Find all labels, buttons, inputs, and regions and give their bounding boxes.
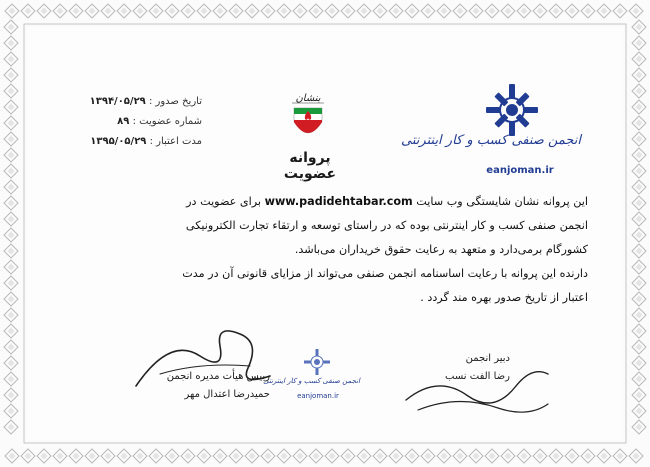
border-ornament [517,4,531,18]
border-ornament [373,449,387,463]
border-ornament [149,449,163,463]
border-ornament [632,276,646,290]
chairman-title: رییس هیأت مدیره انجمن [166,371,270,382]
border-ornament [4,228,18,242]
border-ornament [4,116,18,130]
border-ornament [309,449,323,463]
border-ornament [21,449,35,463]
border-ornament [69,449,83,463]
border-ornament [501,4,515,18]
border-ornament [632,404,646,418]
border-ornament [4,308,18,322]
stamp-association-name: انجمن صنفی کسب و کار اینترنتی [263,377,360,385]
border-ornament [69,4,83,18]
border-ornament [5,4,19,18]
border-ornament [437,449,451,463]
border-ornament [421,449,435,463]
border-ornament [197,4,211,18]
border-ornament [549,4,563,18]
border-ornament [117,449,131,463]
border-ornament [632,292,646,306]
border-ornament [4,196,18,210]
body-line-3: کشورگام برمی‌دارد و متعهد به رعایت حقوق خریداران می‌باشد. [294,243,588,256]
border-ornament [632,260,646,274]
member-website: www.padidehtabar.com [264,195,413,208]
border-ornament [101,4,115,18]
border-ornament [613,4,627,18]
issue-info [62,92,202,152]
member-number-label: شماره عضویت : [132,116,202,127]
border-ornament [4,388,18,402]
border-ornament [629,449,643,463]
border-ornament [4,148,18,162]
border-ornament [4,212,18,226]
border-ornament [632,116,646,130]
border-ornament [632,340,646,354]
secretary-title: دبیر انجمن [465,353,510,364]
border-ornament [632,148,646,162]
border-ornament [389,449,403,463]
border-ornament [632,68,646,82]
association-site: eanjoman.ir [486,165,554,176]
border-ornament [245,449,259,463]
body-line-1-after: برای عضویت در [186,195,262,208]
border-ornament [581,4,595,18]
certificate-body [100,190,588,310]
border-ornament [629,4,643,18]
border-ornament [261,449,275,463]
border-ornament [37,449,51,463]
border-ornament [261,4,275,18]
border-ornament [632,212,646,226]
border-ornament [149,4,163,18]
border-ornament [517,449,531,463]
border-ornament [632,228,646,242]
border-ornament [4,180,18,194]
border-ornament [632,308,646,322]
border-ornament [632,180,646,194]
body-line-4: دارنده این پروانه با رعایت اساسنامه انجمن صنفی می‌تواند از مزایای قانونی آن در مدت [182,267,588,280]
stamp-association-site: eanjoman.ir [297,392,339,400]
member-number-value: ۸۹ [117,116,130,127]
border-ornament [632,388,646,402]
border-ornament [533,4,547,18]
border-ornament [133,4,147,18]
border-ornament [277,449,291,463]
border-ornament [357,449,371,463]
border-ornament [632,372,646,386]
border-ornament [4,292,18,306]
border-ornament [229,449,243,463]
border-ornament [53,449,67,463]
border-ornament [53,4,67,18]
border-ornament [565,449,579,463]
border-ornament [501,449,515,463]
border-ornament [229,4,243,18]
border-ornament [421,4,435,18]
border-ornament [632,420,646,434]
border-ornament [37,4,51,18]
border-ornament [4,20,18,34]
border-ornament [4,84,18,98]
border-ornament [4,164,18,178]
body-line-1 [100,190,588,214]
border-ornament [4,244,18,258]
certificate-title: پروانه عضویت [283,150,337,182]
secretary-signature [420,350,510,386]
border-ornament [213,449,227,463]
border-ornament [4,356,18,370]
border-ornament [341,449,355,463]
border-ornament [597,449,611,463]
border-ornament [5,449,19,463]
border-ornament [277,4,291,18]
chairman-signature [120,368,270,404]
border-ornament [613,449,627,463]
border-ornament [293,4,307,18]
body-line-5: اعتبار از تاریخ صدور بهره مند گردد . [420,291,588,304]
border-ornament [453,4,467,18]
border-ornament [533,449,547,463]
border-ornament [21,4,35,18]
issue-date-row [62,92,202,112]
issue-date-value: ۱۳۹۴/۰۵/۲۹ [89,96,146,107]
border-ornament [632,100,646,114]
border-ornament [325,4,339,18]
border-ornament [632,324,646,338]
border-ornament [293,449,307,463]
border-ornament [437,4,451,18]
border-ornament [632,164,646,178]
iran-emblem-icon [288,90,328,148]
border-ornament [341,4,355,18]
chairman-name: حمیدرضا اعتدال مهر [184,389,270,400]
border-ornament [632,132,646,146]
border-ornament [4,276,18,290]
border-ornament [4,132,18,146]
border-ornament [357,4,371,18]
validity-row [62,132,202,152]
association-name: انجمن صنفی کسب و کار اینترنتی [401,133,581,148]
border-ornament [632,244,646,258]
border-ornament [325,449,339,463]
border-ornament [245,4,259,18]
body-line-1-before: این پروانه نشان شایستگی وب سایت [416,195,588,208]
border-ornament [632,356,646,370]
border-ornament [632,84,646,98]
border-ornament [4,340,18,354]
emblem-caption: بنشان [295,93,321,104]
border-ornament [4,404,18,418]
validity-label: مدت اعتبار : [149,136,202,147]
border-ornament [85,449,99,463]
border-ornament [632,36,646,50]
border-ornament [309,4,323,18]
border-ornament [213,4,227,18]
border-ornament [632,196,646,210]
border-ornament [181,4,195,18]
border-ornament [4,260,18,274]
validity-value: ۱۳۹۵/۰۵/۲۹ [90,136,147,147]
border-ornament [85,4,99,18]
border-ornament [405,449,419,463]
border-ornament [453,449,467,463]
border-ornament [485,449,499,463]
border-ornament [4,36,18,50]
border-ornament [549,449,563,463]
issue-date-label: تاریخ صدور : [148,96,202,107]
body-line-2: انجمن صنفی کسب و کار اینترنتی بوده که در راستای توسعه و ارتقاء تجارت الکترونیکی [185,219,588,232]
border-ornament [4,68,18,82]
border-ornament [373,4,387,18]
member-number-row [62,112,202,132]
border-ornament [4,420,18,434]
border-ornament [101,449,115,463]
border-ornament [469,4,483,18]
secretary-name: رضا الفت نسب [445,371,510,382]
border-ornament [581,449,595,463]
border-ornament [4,324,18,338]
border-ornament [405,4,419,18]
border-ornament [117,4,131,18]
border-ornament [133,449,147,463]
border-ornament [165,4,179,18]
border-ornament [197,449,211,463]
border-ornament [632,52,646,66]
border-ornament [632,20,646,34]
border-ornament [485,4,499,18]
border-ornament [181,449,195,463]
border-ornament [4,372,18,386]
border-ornament [4,100,18,114]
border-ornament [565,4,579,18]
border-ornament [597,4,611,18]
border-ornament [165,449,179,463]
border-ornament [4,52,18,66]
border-ornament [389,4,403,18]
border-ornament [469,449,483,463]
